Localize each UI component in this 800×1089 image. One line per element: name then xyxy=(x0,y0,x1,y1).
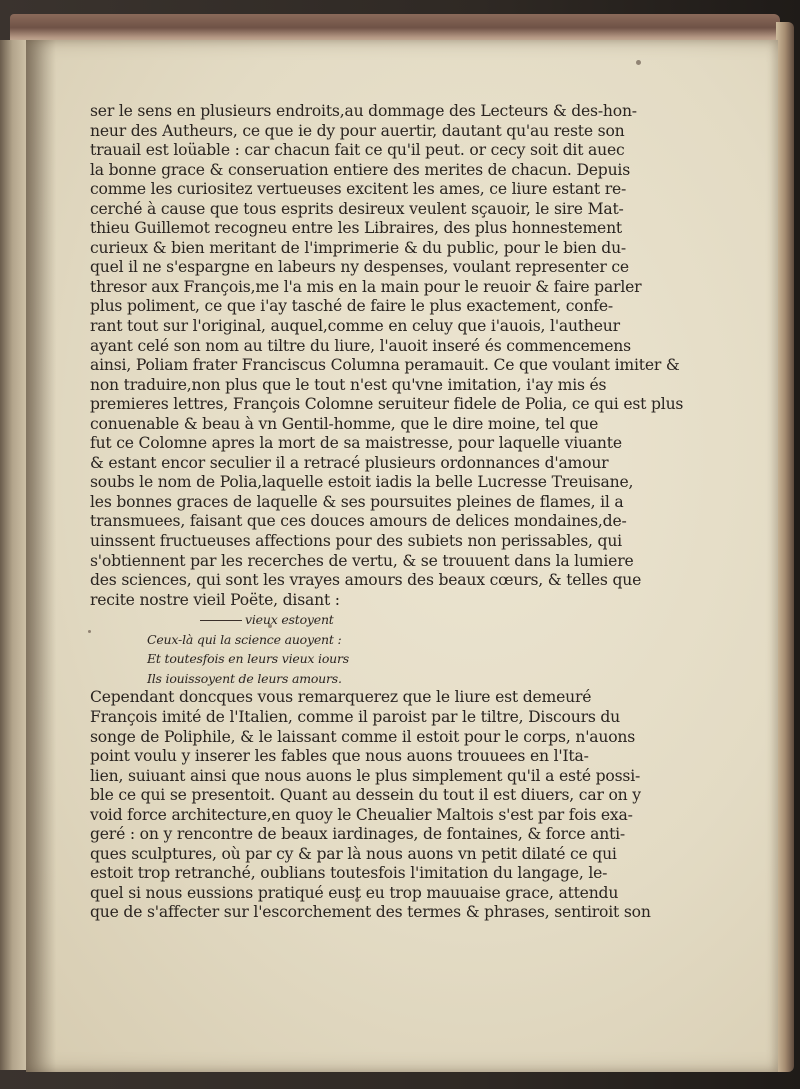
text-line: s'obtiennent par les recerches de vertu, & se trouuent dans la lumiere xyxy=(90,551,634,570)
paper-spot xyxy=(636,60,641,65)
text-line: que de s'affecter sur l'escorchement des termes & phrases, sentiroit son xyxy=(90,903,651,922)
text-line: thresor aux François,me l'a mis en la main pour le reuoir & faire parler xyxy=(90,277,642,296)
text-line: conuenable & beau à vn Gentil-homme, que le dire moine, tel que xyxy=(90,414,599,433)
text-line: songe de Poliphile, & le laissant comme il estoit pour le corps, n'auons xyxy=(90,727,636,746)
page-text xyxy=(90,102,684,923)
verse-line: Ils iouissoyent de leurs amours. xyxy=(147,670,342,686)
text-line: thieu Guillemot recogneu entre les Libraires, des plus honnestement xyxy=(90,219,622,238)
right-board-edge xyxy=(776,22,794,1072)
text-line: quel il ne s'espargne en labeurs ny despenses, voulant representer ce xyxy=(90,258,629,277)
text-line: les bonnes graces de laquelle & ses poursuites pleines de flames, il a xyxy=(90,492,624,511)
text-line: comme les curiositez vertueuses excitent les ames, ce liure estant re- xyxy=(90,180,627,199)
text-line: cerché à cause que tous esprits desireux veulent sçauoir, le sire Mat- xyxy=(90,199,624,218)
text-line: neur des Autheurs, ce que ie dy pour auertir, dautant qu'au reste son xyxy=(90,121,625,140)
text-line: recite nostre vieil Poëte, disant : xyxy=(90,590,340,609)
text-line: fut ce Colomne apres la mort de sa maistresse, pour laquelle viuante xyxy=(90,434,622,453)
text-line: trauail est loüable : car chacun fait ce qu'il peut. or cecy soit dit auec xyxy=(90,141,625,160)
text-line: geré : on y rencontre de beaux iardinages, de fontaines, & force anti- xyxy=(90,825,625,844)
text-line: curieux & bien meritant de l'imprimerie & du public, pour le bien du- xyxy=(90,238,626,257)
text-line: ble ce qui se presentoit. Quant au dessein du tout il est diuers, car on y xyxy=(90,786,641,805)
text-line: transmuees, faisant que ces douces amours de delices mondaines,de- xyxy=(90,512,627,531)
verse-line xyxy=(90,610,565,630)
verse-line: Et toutesfois en leurs vieux iours xyxy=(147,651,350,667)
text-line: uinssent fructueuses affections pour des subiets non perissables, qui xyxy=(90,532,622,551)
text-line: estoit trop retranché, oublians toutesfois l'imitation du langage, le- xyxy=(90,864,608,883)
text-line: ques sculptures, où par cy & par là nous auons vn petit dilaté ce qui xyxy=(90,844,617,863)
verse-text: vieux estoyent xyxy=(245,612,334,628)
text-line: la bonne grace & conseruation entiere des merites de chacun. Depuis xyxy=(90,160,630,179)
text-line: rant tout sur l'original, auquel,comme en celuy que i'auois, l'autheur xyxy=(90,317,620,336)
gutter-shadow xyxy=(26,40,56,1072)
text-line: ser le sens en plusieurs endroits,au dommage des Lecteurs & des-hon- xyxy=(90,102,637,120)
verse-dash xyxy=(200,620,242,621)
verse-line: Ceux-là qui la science auoyent : xyxy=(147,631,342,647)
text-line: Cependant doncques vous remarquerez que le liure est demeuré xyxy=(90,688,592,707)
text-line: plus poliment, ce que i'ay tasché de faire le plus exactement, confe- xyxy=(90,297,613,316)
text-line: point voulu y inserer les fables que nous auons trouuees en l'Ita- xyxy=(90,747,589,766)
text-line: premieres lettres, François Colomne seruiteur fidele de Polia, ce qui est plus xyxy=(90,395,684,414)
text-line: ainsi, Poliam frater Franciscus Columna peramauit. Ce que voulant imiter & xyxy=(90,356,680,375)
text-line: ayant celé son nom au tiltre du liure, l'auoit inseré és commencemens xyxy=(90,336,631,355)
text-line: non traduire,non plus que le tout n'est qu'vne imitation, i'ay mis és xyxy=(90,375,607,394)
text-line: & estant encor seculier il a retracé plusieurs ordonnances d'amour xyxy=(90,453,609,472)
text-line: lien, suiuant ainsi que nous auons le plus simplement qu'il a esté possi- xyxy=(90,766,641,785)
text-line: void force architecture,en quoy le Cheualier Maltois s'est par fois exa- xyxy=(90,805,633,824)
text-line: François imité de l'Italien, comme il paroist par le tiltre, Discours du xyxy=(90,707,621,726)
text-line: soubs le nom de Polia,laquelle estoit iadis la belle Lucresse Treuisane, xyxy=(90,473,634,492)
text-line: quel si nous eussions pratiqué eust eu trop mauuaise grace, attendu xyxy=(90,883,619,902)
text-line: des sciences, qui sont les vrayes amours des beaux cœurs, & telles que xyxy=(90,571,642,590)
